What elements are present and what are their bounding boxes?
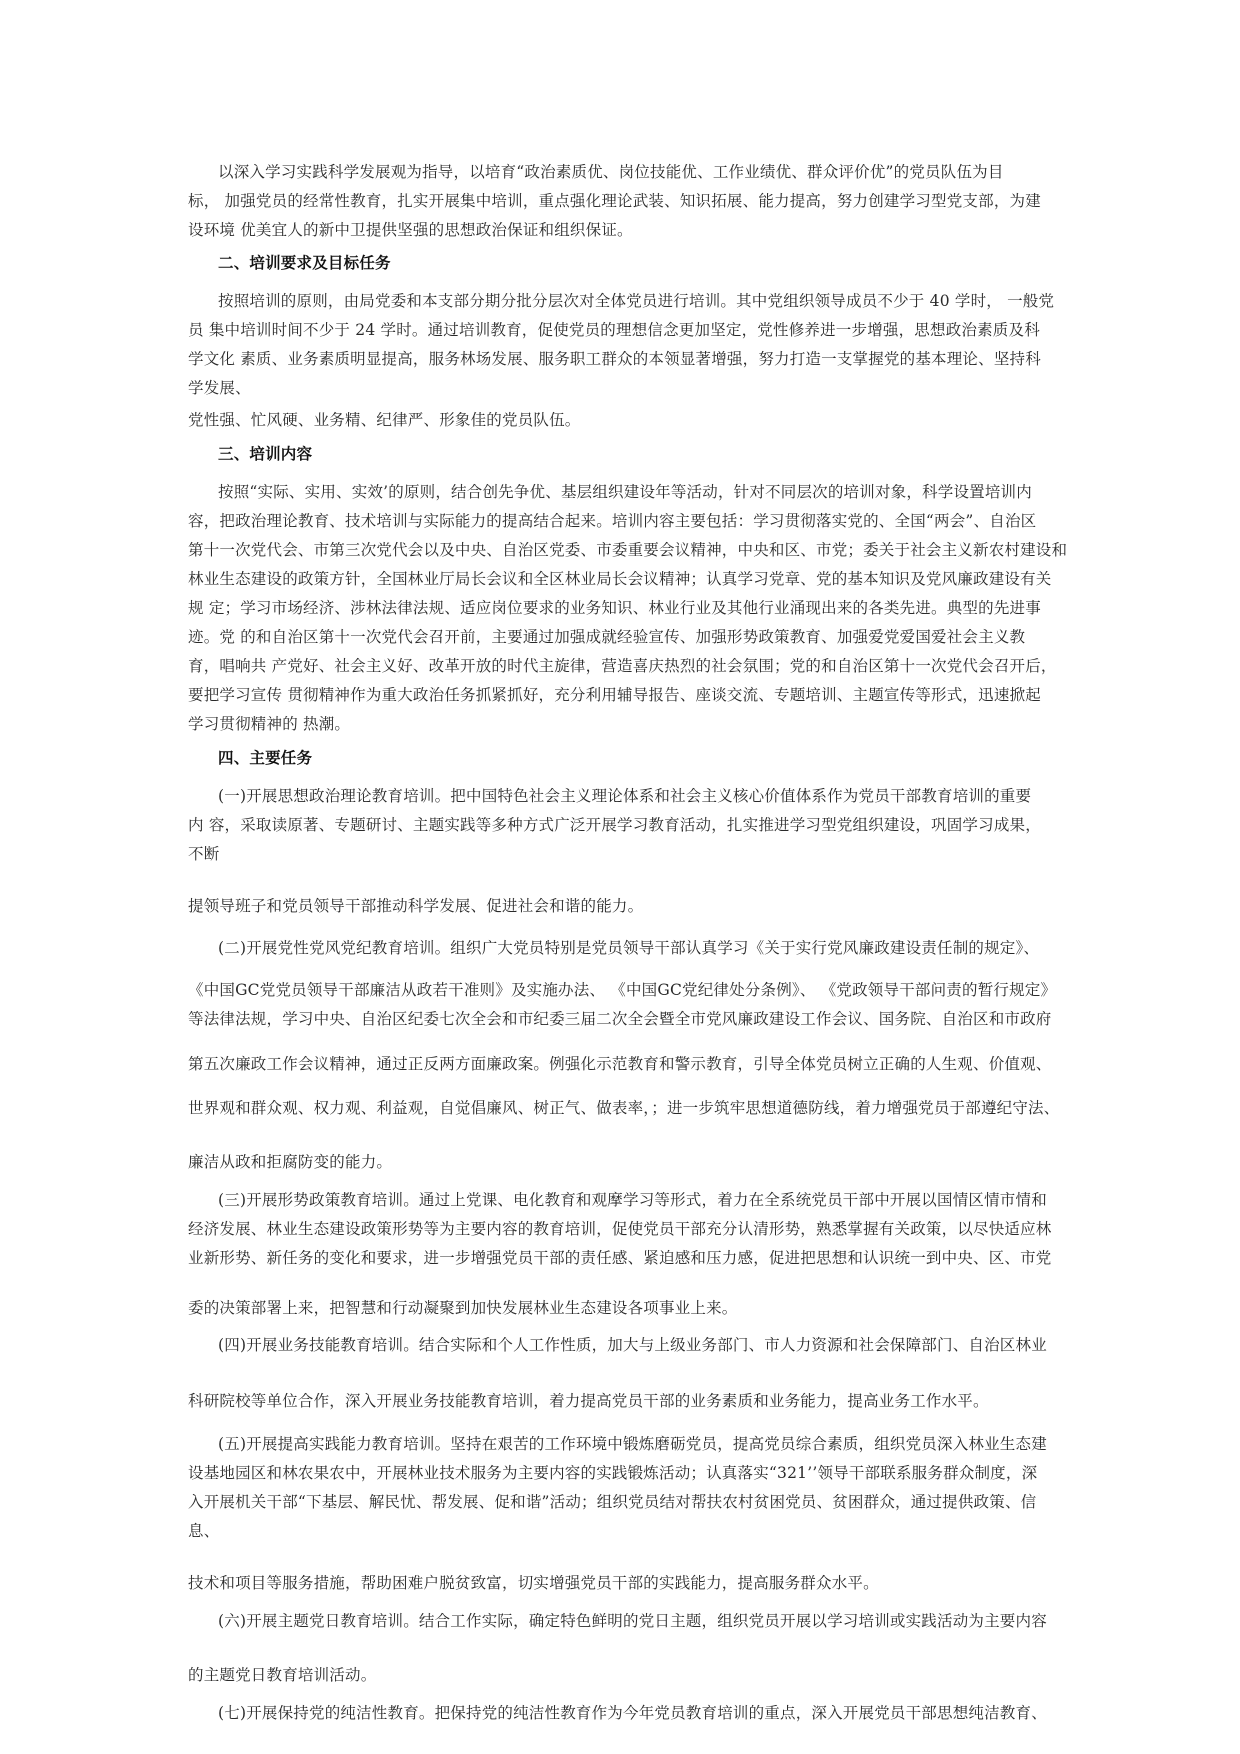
text-line: 育，唱响共 产党好、社会主义好、改革开放的时代主旋律，营造喜庆热烈的社会氛围；党的和自治区第十一次党代会召开后， [188,657,1057,675]
text-line: 按照“实际、实用、实效’的原则，结合创先争优、基层组织建设年等活动，针对不同层次的培训对象，科学设置培训内 [218,483,1032,501]
text-line: 廉洁从政和拒腐防变的能力。 [188,1153,393,1171]
section-heading: 四、主要任务 [218,749,313,767]
text-line: (五)开展提高实践能力教育培训。坚持在艰苦的工作环境中锻炼磨砺党员，提高党员综合素质，组织党员深入林业生态建 [218,1435,1047,1453]
text-line: 第五次廉政工作会议精神，通过正反两方面廉政案。例强化示范教育和警示教育，引导全体党员树立正确的人生观、价值观、 [188,1055,1052,1073]
text-line: 学文化 素质、业务素质明显提高，服务林场发展、服务职工群众的本领显著增强，努力打造一支掌握党的基本理论、坚持科 [188,350,1041,368]
text-line: (七)开展保持党的纯洁性教育。把保持党的纯洁性教育作为今年党员教育培训的重点，深入开展党员干部思想纯洁教育、 [218,1704,1047,1722]
text-line: 以深入学习实践科学发展观为指导，以培育“政治素质优、岗位技能优、工作业绩优、群众评价优”的党员队伍为目 [218,163,1004,181]
text-line: 按照培训的原则，由局党委和本支部分期分批分层次对全体党员进行培训。其中党组织领导成员不少于 40 学时， 一般党 [218,292,1055,310]
text-line: 容，把政治理论教育、技术培训与实际能力的提高结合起来。培训内容主要包括：学习贯彻落实党的、全国“两会”、自治区 [188,512,1037,530]
text-line: 息、 [188,1522,220,1540]
text-line: 科研院校等单位合作，深入开展业务技能教育培训，着力提高党员干部的业务素质和业务能力，提高业务工作水平。 [188,1392,989,1410]
text-line: (二)开展党性党风党纪教育培训。组织广大党员特别是党员领导干部认真学习《关于实行党风廉政建设责任制的规定》、 [218,939,1040,957]
text-line: 等法律法规，学习中央、自治区纪委七次全会和市纪委三届二次全会暨全市党风廉政建设工作会议、国务院、自治区和市政府 [188,1010,1052,1028]
text-line: 提领导班子和党员领导干部推动科学发展、促进社会和谐的能力。 [188,897,644,915]
text-line: 业新形势、新任务的变化和要求，进一步增强党员干部的责任感、紧迫感和压力感，促进把思想和认识统一到中央、区、市党 [188,1249,1052,1267]
text-line: 内 容，采取读原著、专题研讨、主题实践等多种方式广泛开展学习教育活动，扎实推进学习型党组织建设，巩固学习成果， [188,816,1041,834]
text-line: (四)开展业务技能教育培训。结合实际和个人工作性质，加大与上级业务部门、市人力资源和社会保障部门、自治区林业 [218,1336,1047,1354]
text-line: 委的决策部署上来，把智慧和行动凝聚到加快发展林业生态建设各项事业上来。 [188,1299,738,1317]
text-line: 标， 加强党员的经常性教育，扎实开展集中培训，重点强化理论武装、知识拓展、能力提高，努力创建学习型党支部，为建 [188,192,1041,210]
text-line: 党性强、忙风硬、业务精、纪律严、形象佳的党员队伍。 [188,411,581,429]
text-line: 经济发展、林业生态建设政策形势等为主要内容的教育培训，促使党员干部充分认清形势，熟悉掌握有关政策，以尽快适应林 [188,1220,1052,1238]
text-line: (一)开展思想政治理论教育培训。把中国特色社会主义理论体系和社会主义核心价值体系作为党员干部教育培训的重要 [218,787,1032,805]
text-line: 入开展机关干部“下基层、解民忧、帮发展、促和谐”活动；组织党员结对帮扶农村贫困党员、贫困群众，通过提供政策、信 [188,1493,1037,1511]
section-heading: 二、培训要求及目标任务 [218,254,391,272]
text-line: 迹。党 的和自治区第十一次党代会召开前，主要通过加强成就经验宣传、加强形势政策教育、加强爱党爱国爱社会主义教 [188,628,1026,646]
text-line: 设环境 优美宜人的新中卫提供坚强的思想政治保证和组织保证。 [188,221,633,239]
text-line: 学习贯彻精神的 热潮。 [188,715,351,733]
text-line: (三)开展形势政策教育培训。通过上党课、电化教育和观摩学习等形式，着力在全系统党员干部中开展以国情区情市情和 [218,1191,1047,1209]
text-line: 学发展、 [188,379,251,397]
text-line: 设基地园区和林农果农中，开展林业技术服务为主要内容的实践锻炼活动；认真落实“321’’领导干部联系服务群众制度，深 [188,1464,1038,1482]
text-line: 规 定；学习市场经济、涉林法律法规、适应岗位要求的业务知识、林业行业及其他行业涌现出来的各类先进。典型的先进事 [188,599,1041,617]
text-line: 第十一次党代会、市第三次党代会以及中央、自治区党委、市委重要会议精神，中央和区、市党；委关于社会主义新农村建设和 [188,541,1068,559]
section-heading: 三、培训内容 [218,445,313,463]
text-line: 不断 [188,845,220,863]
text-line: 员 集中培训时间不少于 24 学时。通过培训教育，促使党员的理想信念更加坚定，党性修养进一步增强，思想政治素质及科 [188,321,1040,339]
text-line: 林业生态建设的政策方针，全国林业厅局长会议和全区林业局长会议精神；认真学习党章、党的基本知识及党风廉政建设有关 [188,570,1052,588]
text-line: (六)开展主题党日教育培训。结合工作实际，确定特色鲜明的党日主题，组织党员开展以学习培训或实践活动为主要内容 [218,1612,1047,1630]
text-line: 的主题党日教育培训活动。 [188,1666,377,1684]
text-line: 世界观和群众观、权力观、利益观，自觉倡廉风、树正气、做表率，；进一步筑牢思想道德防线，着力增强党员于部遵纪守法、 [188,1099,1060,1117]
text-line: 《中国GC党党员领导干部廉洁从政若干准则》及实施办法、 《中国GC党纪律处分条例》、 《党政领导干部问责的暂行规定》 [188,981,1057,999]
text-line: 要把学习宣传 贯彻精神作为重大政治任务抓紧抓好，充分利用辅导报告、座谈交流、专题培训、主题宣传等形式，迅速掀起 [188,686,1041,704]
text-line: 技术和项目等服务措施，帮助困难户脱贫致富，切实增强党员干部的实践能力，提高服务群众水平。 [188,1574,879,1592]
